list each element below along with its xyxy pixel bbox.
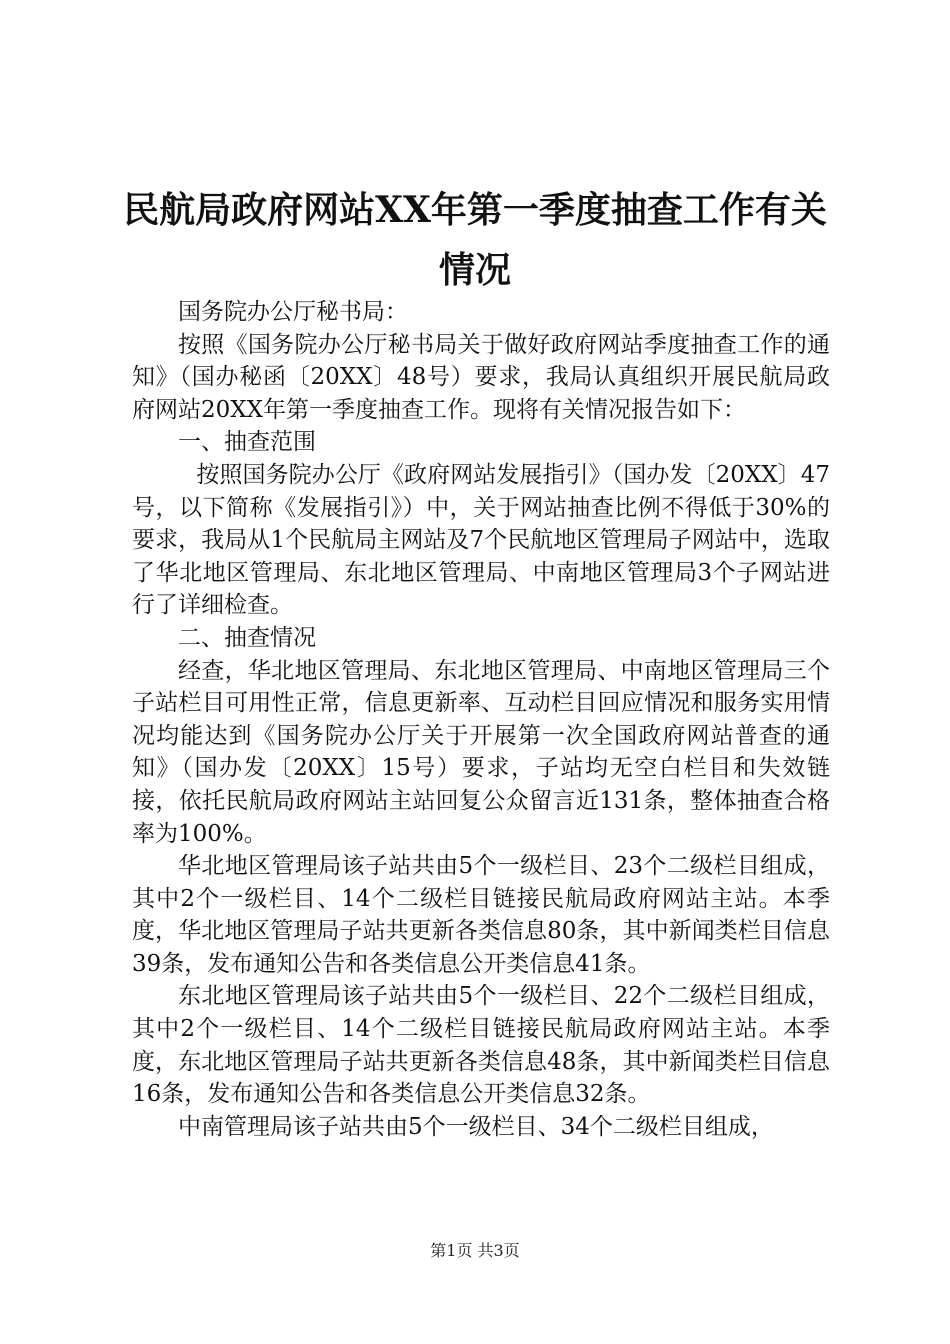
paragraph-scope: 按照国务院办公厅《政府网站发展指引》（国办发〔20XX〕47号，以下简称《发展指引》）中，关于网站抽查比例不得低于30%的要求，我局从1个民航局主网站及7个民航地区管理局子网站中，选取了华北地区管理局、东北地区管理局、中南地区管理局3个子网站进行了详细检查。 <box>132 461 830 619</box>
paragraph-northeast: 东北地区管理局该子站共由5个一级栏目、22个二级栏目组成，其中2个一级栏目、14个二级栏目链接民航局政府网站主站。本季度，东北地区管理局子站共更新各类信息48条，其中新闻类栏目信息16条，发布通知公告和各类信息公开类信息32条。 <box>132 983 830 1108</box>
document-title-line-1: 民航局政府网站XX年第一季度抽查工作有关 <box>123 189 827 231</box>
document-title-line-2: 情况 <box>438 249 511 291</box>
section-heading-scope: 一、抽查范围 <box>178 429 316 456</box>
paragraph-north-china: 华北地区管理局该子站共由5个一级栏目、23个二级栏目组成，其中2个一级栏目、14个二级栏目链接民航局政府网站主站。本季度，华北地区管理局子站共更新各类信息80条，其中新闻类栏目信息39条，发布通知公告和各类信息公开类信息41条。 <box>132 853 830 977</box>
page-footer: 第1页 共3页 <box>430 1241 520 1260</box>
section-heading-findings: 二、抽查情况 <box>178 624 316 651</box>
salutation: 国务院办公厅秘书局： <box>178 299 408 325</box>
paragraph-findings: 经查，华北地区管理局、东北地区管理局、中南地区管理局三个子站栏目可用性正常，信息更新率、互动栏目回应情况和服务实用情况均能达到《国务院办公厅关于开展第一次全国政府网站普查的通知》（国办发〔20XX〕15号）要求，子站均无空白栏目和失效链接，依托民航局政府网站主站回复公众留言近131条，整体抽查合格率为100%。 <box>132 657 830 847</box>
document-body <box>132 296 830 1143</box>
paragraph-central-south: 中南管理局该子站共由5个一级栏目、34个二级栏目组成， <box>178 1113 774 1140</box>
paragraph-intro: 按照《国务院办公厅秘书局关于做好政府网站季度抽查工作的通知》（国办秘函〔20XX〕48号）要求，我局认真组织开展民航局政府网站20XX年第一季度抽查工作。现将有关情况报告如下： <box>132 331 830 423</box>
